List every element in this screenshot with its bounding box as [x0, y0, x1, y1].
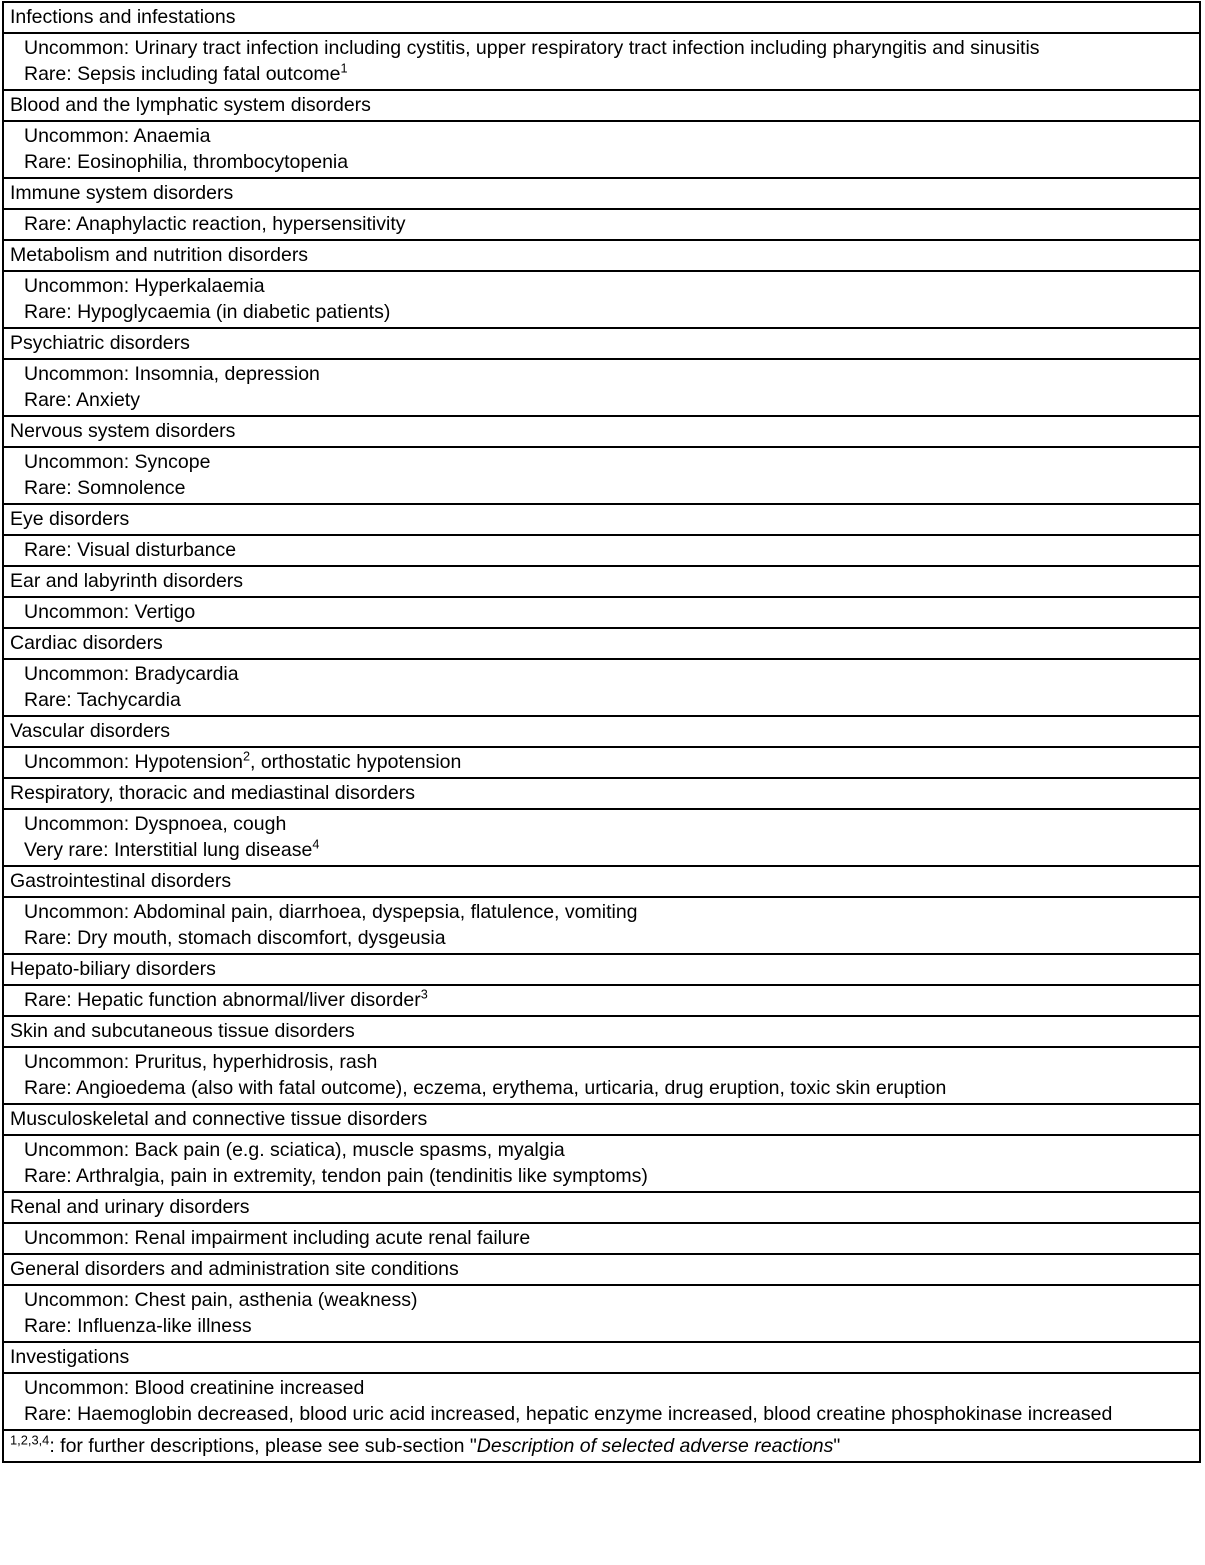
frequency-line — [24, 475, 1193, 501]
frequency-line — [24, 925, 1193, 951]
system-organ-class-label: Immune system disorders — [10, 182, 234, 204]
frequency-line — [24, 361, 1193, 387]
system-organ-class-label: Cardiac disorders — [10, 632, 163, 654]
system-organ-class-cell — [3, 504, 1200, 535]
adverse-reaction-row — [3, 747, 1200, 778]
adverse-reaction-list — [4, 986, 1199, 1015]
system-organ-class-label: Ear and labyrinth disorders — [10, 570, 244, 592]
adverse-reaction-row — [3, 1223, 1200, 1254]
adverse-reaction-list — [4, 360, 1199, 415]
frequency-line-text: Uncommon: Insomnia, depression — [24, 363, 320, 385]
frequency-line-text: Rare: Angioedema (also with fatal outcome), eczema, erythema, urticaria, drug eruption, toxic skin eruption — [24, 1077, 947, 1099]
frequency-line-text: Very rare: Interstitial lung disease — [24, 839, 313, 861]
table-body — [3, 2, 1200, 1462]
adverse-reaction-row — [3, 1285, 1200, 1342]
adverse-reaction-cell — [3, 359, 1200, 416]
adverse-reaction-cell — [3, 985, 1200, 1016]
system-organ-class-row — [3, 778, 1200, 809]
system-organ-class-cell — [3, 90, 1200, 121]
frequency-line — [24, 749, 1193, 775]
adverse-reaction-row — [3, 121, 1200, 178]
frequency-line — [24, 599, 1193, 625]
frequency-line-text: Rare: Hepatic function abnormal/liver disorder — [24, 989, 421, 1011]
system-organ-class-cell — [3, 2, 1200, 33]
system-organ-class-row — [3, 1342, 1200, 1373]
frequency-line-text: Rare: Haemoglobin decreased, blood uric acid increased, hepatic enzyme increased, blood creatine phosphokinase increased — [24, 1403, 1113, 1425]
adverse-reaction-list — [4, 1048, 1199, 1103]
system-organ-class-cell — [3, 778, 1200, 809]
adverse-reaction-list — [4, 448, 1199, 503]
system-organ-class-cell — [3, 416, 1200, 447]
frequency-line — [24, 811, 1193, 837]
system-organ-class-label: Metabolism and nutrition disorders — [10, 244, 309, 266]
system-organ-class-cell — [3, 178, 1200, 209]
adverse-reaction-cell — [3, 809, 1200, 866]
frequency-line — [24, 1075, 1193, 1101]
system-organ-class-cell — [3, 1254, 1200, 1285]
frequency-line — [24, 837, 1193, 863]
adverse-reaction-list — [4, 272, 1199, 327]
system-organ-class-cell — [3, 1104, 1200, 1135]
frequency-line-text: Rare: Hypoglycaemia (in diabetic patients) — [24, 301, 391, 323]
frequency-line — [24, 1049, 1193, 1075]
frequency-line — [24, 1313, 1193, 1339]
system-organ-class-label: Vascular disorders — [10, 720, 171, 742]
adverse-reaction-row — [3, 809, 1200, 866]
adverse-reaction-row — [3, 985, 1200, 1016]
frequency-line-text: Rare: Somnolence — [24, 477, 186, 499]
system-organ-class-cell — [3, 866, 1200, 897]
system-organ-class-row — [3, 716, 1200, 747]
frequency-line-text: Rare: Arthralgia, pain in extremity, tendon pain (tendinitis like symptoms) — [24, 1165, 648, 1187]
system-organ-class-row — [3, 1016, 1200, 1047]
system-organ-class-cell — [3, 954, 1200, 985]
frequency-line-text: Uncommon: Vertigo — [24, 601, 196, 623]
frequency-line — [24, 387, 1193, 413]
system-organ-class-label: Eye disorders — [10, 508, 130, 530]
adverse-reaction-cell — [3, 33, 1200, 90]
adverse-reaction-cell — [3, 659, 1200, 716]
frequency-line-text: Rare: Eosinophilia, thrombocytopenia — [24, 151, 349, 173]
footnote-text-after: " — [833, 1435, 841, 1457]
frequency-line-text: Uncommon: Blood creatinine increased — [24, 1377, 365, 1399]
system-organ-class-row — [3, 328, 1200, 359]
adverse-reaction-cell — [3, 1285, 1200, 1342]
footnote-row — [3, 1430, 1200, 1462]
adverse-reaction-cell — [3, 447, 1200, 504]
frequency-line — [24, 687, 1193, 713]
adverse-reaction-list — [4, 748, 1199, 777]
frequency-line-text: Uncommon: Renal impairment including acute renal failure — [24, 1227, 531, 1249]
system-organ-class-label: Investigations — [10, 1346, 130, 1368]
system-organ-class-cell — [3, 628, 1200, 659]
frequency-line — [24, 899, 1193, 925]
frequency-line-text: Rare: Tachycardia — [24, 689, 181, 711]
system-organ-class-row — [3, 416, 1200, 447]
adverse-reaction-cell — [3, 1135, 1200, 1192]
adverse-reaction-list — [4, 1136, 1199, 1191]
system-organ-class-label: Psychiatric disorders — [10, 332, 190, 354]
frequency-line — [24, 149, 1193, 175]
frequency-line-text: Uncommon: Pruritus, hyperhidrosis, rash — [24, 1051, 378, 1073]
frequency-line-text: Uncommon: Hypotension — [24, 751, 243, 773]
adverse-reactions-table — [2, 1, 1201, 1463]
system-organ-class-row — [3, 240, 1200, 271]
system-organ-class-label: Renal and urinary disorders — [10, 1196, 250, 1218]
frequency-line — [24, 35, 1193, 61]
adverse-reaction-row — [3, 597, 1200, 628]
footnote-reference: 3 — [420, 987, 428, 1002]
frequency-line — [24, 1225, 1193, 1251]
frequency-line-text: Uncommon: Dyspnoea, cough — [24, 813, 287, 835]
system-organ-class-row — [3, 954, 1200, 985]
adverse-reaction-list — [4, 898, 1199, 953]
system-organ-class-row — [3, 628, 1200, 659]
frequency-line-text: Uncommon: Anaemia — [24, 125, 211, 147]
frequency-line — [24, 987, 1193, 1013]
system-organ-class-row — [3, 504, 1200, 535]
adverse-reaction-list — [4, 122, 1199, 177]
system-organ-class-cell — [3, 1342, 1200, 1373]
frequency-line — [24, 61, 1193, 87]
system-organ-class-row — [3, 1254, 1200, 1285]
footnote-text — [4, 1431, 1199, 1461]
system-organ-class-label: Respiratory, thoracic and mediastinal disorders — [10, 782, 415, 804]
system-organ-class-cell — [3, 566, 1200, 597]
adverse-reaction-cell — [3, 597, 1200, 628]
system-organ-class-row — [3, 1104, 1200, 1135]
adverse-reaction-cell — [3, 121, 1200, 178]
adverse-reaction-list — [4, 536, 1199, 565]
frequency-line-text: Uncommon: Bradycardia — [24, 663, 239, 685]
adverse-reaction-cell — [3, 209, 1200, 240]
adverse-reaction-row — [3, 271, 1200, 328]
system-organ-class-row — [3, 1192, 1200, 1223]
adverse-reaction-list — [4, 660, 1199, 715]
frequency-line — [24, 1163, 1193, 1189]
frequency-line — [24, 1287, 1193, 1313]
frequency-line-text: Uncommon: Hyperkalaemia — [24, 275, 265, 297]
adverse-reaction-row — [3, 535, 1200, 566]
frequency-line — [24, 299, 1193, 325]
frequency-line — [24, 537, 1193, 563]
frequency-line — [24, 1137, 1193, 1163]
system-organ-class-row — [3, 2, 1200, 33]
footnote-subsection-title: Description of selected adverse reactions — [476, 1435, 834, 1457]
frequency-line — [24, 1401, 1193, 1427]
frequency-line-text: Rare: Dry mouth, stomach discomfort, dysgeusia — [24, 927, 446, 949]
frequency-line-text: Uncommon: Syncope — [24, 451, 211, 473]
frequency-line — [24, 449, 1193, 475]
adverse-reaction-list — [4, 1374, 1199, 1429]
adverse-reaction-list — [4, 598, 1199, 627]
adverse-reaction-row — [3, 659, 1200, 716]
adverse-reaction-row — [3, 897, 1200, 954]
system-organ-class-label: Skin and subcutaneous tissue disorders — [10, 1020, 355, 1042]
adverse-reaction-cell — [3, 747, 1200, 778]
frequency-line-text-continued: , orthostatic hypotension — [249, 751, 462, 773]
footnote-text-before: : for further descriptions, please see sub-section " — [49, 1435, 477, 1457]
adverse-reaction-list — [4, 210, 1199, 239]
footnote-reference: 1 — [340, 61, 348, 76]
frequency-line-text: Rare: Influenza-like illness — [24, 1315, 252, 1337]
adverse-reaction-cell — [3, 535, 1200, 566]
system-organ-class-cell — [3, 1192, 1200, 1223]
adverse-reaction-row — [3, 1047, 1200, 1104]
frequency-line-text: Uncommon: Abdominal pain, diarrhoea, dyspepsia, flatulence, vomiting — [24, 901, 638, 923]
frequency-line-text: Rare: Anaphylactic reaction, hypersensitivity — [24, 213, 406, 235]
adverse-reaction-cell — [3, 1373, 1200, 1430]
frequency-line-text: Rare: Visual disturbance — [24, 539, 237, 561]
system-organ-class-label: Blood and the lymphatic system disorders — [10, 94, 371, 116]
footnote-reference: 2 — [242, 749, 250, 764]
system-organ-class-row — [3, 566, 1200, 597]
system-organ-class-cell — [3, 1016, 1200, 1047]
system-organ-class-cell — [3, 716, 1200, 747]
adverse-reaction-list — [4, 810, 1199, 865]
system-organ-class-label: Hepato-biliary disorders — [10, 958, 216, 980]
adverse-reaction-cell — [3, 897, 1200, 954]
system-organ-class-label: Infections and infestations — [10, 6, 236, 28]
frequency-line — [24, 1375, 1193, 1401]
system-organ-class-row — [3, 90, 1200, 121]
adverse-reaction-row — [3, 209, 1200, 240]
system-organ-class-label: Gastrointestinal disorders — [10, 870, 232, 892]
footnote-cell — [3, 1430, 1200, 1462]
system-organ-class-label: Nervous system disorders — [10, 420, 236, 442]
system-organ-class-label: General disorders and administration site conditions — [10, 1258, 459, 1280]
footnote-markers: 1,2,3,4 — [10, 1432, 50, 1448]
frequency-line-text: Uncommon: Back pain (e.g. sciatica), muscle spasms, myalgia — [24, 1139, 565, 1161]
adverse-reaction-cell — [3, 271, 1200, 328]
system-organ-class-cell — [3, 328, 1200, 359]
system-organ-class-cell — [3, 240, 1200, 271]
system-organ-class-row — [3, 178, 1200, 209]
footnote-reference: 4 — [312, 837, 320, 852]
adverse-reaction-row — [3, 1135, 1200, 1192]
adverse-reaction-row — [3, 1373, 1200, 1430]
system-organ-class-label: Musculoskeletal and connective tissue disorders — [10, 1108, 428, 1130]
adverse-reaction-row — [3, 33, 1200, 90]
system-organ-class-row — [3, 866, 1200, 897]
frequency-line-text: Uncommon: Urinary tract infection including cystitis, upper respiratory tract infection including pharyngitis and sinusitis — [24, 37, 1040, 59]
adverse-reaction-cell — [3, 1047, 1200, 1104]
adverse-reaction-cell — [3, 1223, 1200, 1254]
frequency-line-text: Rare: Anxiety — [24, 389, 140, 411]
frequency-line-text: Uncommon: Chest pain, asthenia (weakness) — [24, 1289, 418, 1311]
adverse-reaction-list — [4, 1224, 1199, 1253]
adverse-reaction-row — [3, 447, 1200, 504]
frequency-line — [24, 123, 1193, 149]
adverse-reaction-list — [4, 34, 1199, 89]
adverse-reaction-row — [3, 359, 1200, 416]
frequency-line — [24, 661, 1193, 687]
frequency-line — [24, 211, 1193, 237]
adverse-reaction-list — [4, 1286, 1199, 1341]
frequency-line-text: Rare: Sepsis including fatal outcome — [24, 63, 341, 85]
frequency-line — [24, 273, 1193, 299]
